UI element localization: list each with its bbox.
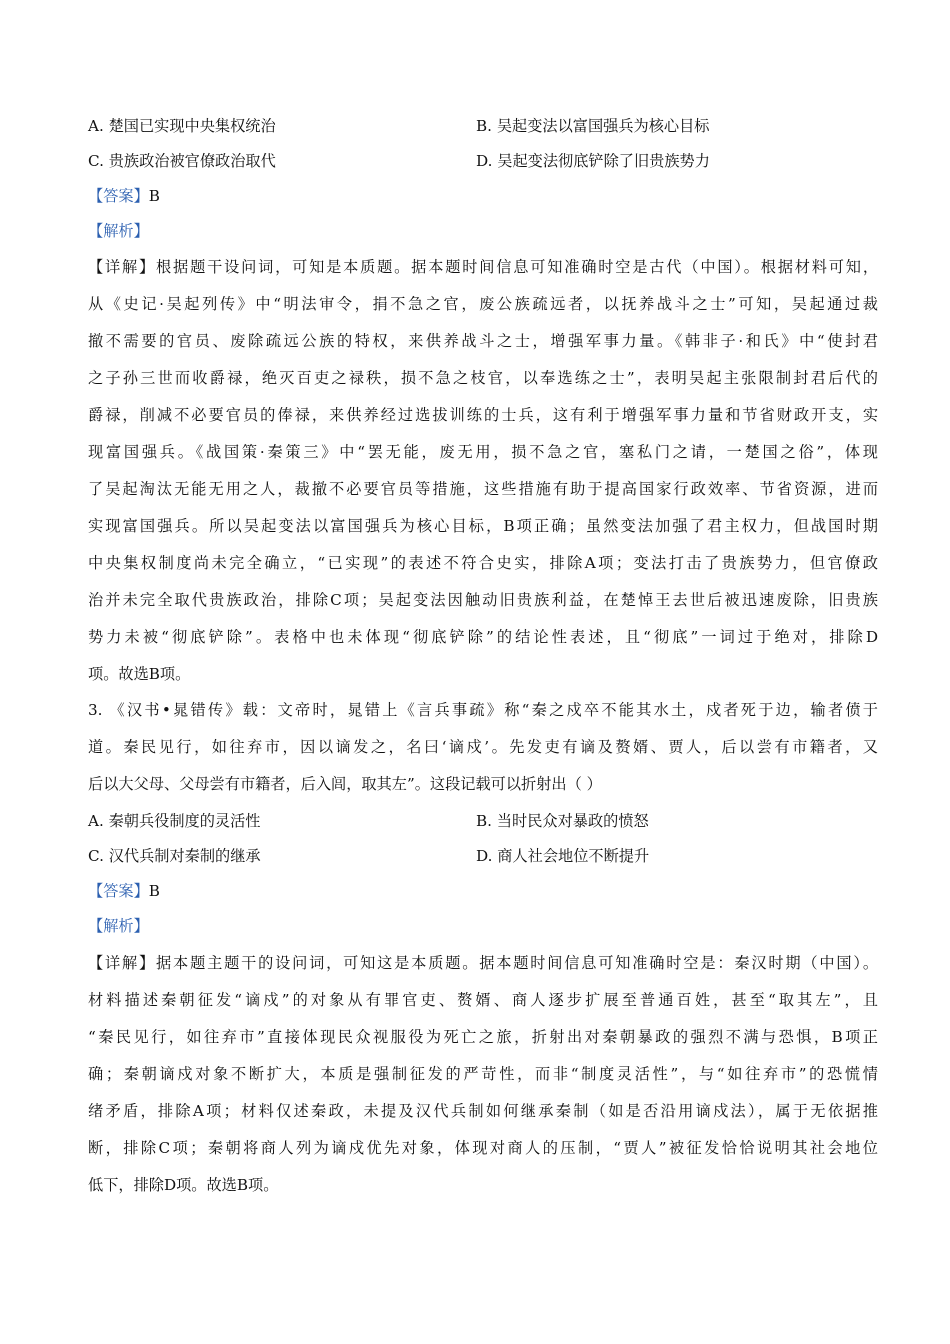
q3-option-b: B. 当时民众对暴政的愤怒 (476, 812, 649, 830)
q3-detail-line (88, 953, 878, 973)
q3-option-c: C. 汉代兵制对秦制的继承 (88, 847, 261, 865)
q2-detail-line: 中央集权制度尚未完全确立，“已实现”的表述不符合史实，排除A项；变法打击了贵族势力，但官僚政 (88, 554, 878, 572)
q2-detail-line: 了吴起淘汰无能无用之人，裁撤不必要官员等措施，这些措施有助于提高国家行政效率、节省资源，进而 (88, 480, 878, 498)
answer-tag: 【答案】 (88, 187, 149, 205)
detail-text: 据本题主题干的设问词，可知这是本质题。据本题时间信息可知准确时空是：秦汉时期（中国）。 (156, 954, 879, 972)
q3-option-d: D. 商人社会地位不断提升 (476, 847, 650, 865)
q2-option-b: B. 吴起变法以富国强兵为核心目标 (476, 117, 710, 135)
q2-detail-line: 爵禄，削减不必要官员的俸禄，来供养经过选拔训练的士兵，这有利于增强军事力量和节省财政开支，实 (88, 406, 878, 424)
q3-detail-line: 确；秦朝谪戍对象不断扩大，本质是强制征发的严苛性，而非“制度灵活性”，与“如往弃市”的恐慌情 (88, 1065, 878, 1083)
q3-analysis-heading (88, 916, 149, 936)
q2-detail-line: 现富国强兵。《战国策·秦策三》中“罢无能，废无用，损不急之官，塞私门之请，一楚国之俗”，体现 (88, 443, 878, 461)
detail-tag: 【详解】 (88, 954, 157, 972)
q2-detail-line (88, 257, 878, 277)
q3-stem-line: 后以大父母、父母尝有市籍者，后入闾，取其左”。这段记载可以折射出（ ） (88, 775, 602, 793)
q2-detail-line: 实现富国强兵。所以吴起变法以富国强兵为核心目标，B项正确；虽然变法加强了君主权力，但战国时期 (88, 517, 878, 535)
q2-option-a: A. 楚国已实现中央集权统治 (88, 117, 276, 135)
q2-answer (88, 186, 160, 206)
q3-detail-line: 绪矛盾，排除A项；材料仅述秦政，未提及汉代兵制如何继承秦制（如是否沿用谪戍法），属于无依据推 (88, 1102, 878, 1120)
analysis-tag: 【解析】 (88, 222, 149, 240)
q2-option-d: D. 吴起变法彻底铲除了旧贵族势力 (476, 152, 710, 170)
q2-detail-line: 撤不需要的官员、废除疏远公族的特权，来供养战斗之士，增强军事力量。《韩非子·和氏》中“使封君 (88, 332, 878, 350)
q2-detail-line: 项。故选B项。 (88, 665, 191, 683)
q3-detail-line: 断，排除C项；秦朝将商人列为谪戍优先对象，体现对商人的压制，“贾人”被征发恰恰说明其社会地位 (88, 1139, 878, 1157)
q3-stem-line: 3. 《汉书•晁错传》载：文帝时，晁错上《言兵事疏》称“秦之戍卒不能其水土，戍者死于边，输者偾于 (88, 701, 878, 719)
q2-analysis-heading (88, 221, 149, 241)
q3-detail-line: “秦民见行，如往弃市”直接体现民众视服役为死亡之旅，折射出对秦朝暴政的强烈不满与恐惧，B项正 (88, 1028, 878, 1046)
q3-detail-line: 材料描述秦朝征发“谪戍”的对象从有罪官吏、赘婿、商人逐步扩展至普通百姓，甚至“取其左”，且 (88, 991, 878, 1009)
q2-detail-line: 治并未完全取代贵族政治，排除C项；吴起变法因触动旧贵族利益，在楚悼王去世后被迅速废除，旧贵族 (88, 591, 878, 609)
answer-value: B (148, 882, 160, 900)
q3-stem-line: 道。秦民见行，如往弃市，因以谪发之，名曰‘谪戍’。先发吏有谪及赘婿、贾人，后以尝有市籍者，又 (88, 738, 878, 756)
q2-option-c: C. 贵族政治被官僚政治取代 (88, 152, 276, 170)
answer-tag: 【答案】 (88, 882, 149, 900)
analysis-tag: 【解析】 (88, 917, 149, 935)
q3-option-a: A. 秦朝兵役制度的灵活性 (88, 812, 261, 830)
detail-text: 根据题干设问词，可知是本质题。据本题时间信息可知准确时空是古代（中国）。根据材料可知， (156, 258, 879, 276)
answer-value: B (148, 187, 160, 205)
q3-answer (88, 881, 160, 901)
q2-detail-line: 势力未被“彻底铲除”。表格中也未体现“彻底铲除”的结论性表述，且“彻底”一词过于绝对，排除D (88, 628, 878, 646)
q2-detail-line: 从《史记·吴起列传》中“明法审令，捐不急之官，废公族疏远者，以抚养战斗之士”可知，吴起通过裁 (88, 295, 878, 313)
q3-detail-line: 低下，排除D项。故选B项。 (88, 1176, 279, 1194)
detail-tag: 【详解】 (88, 258, 157, 276)
q2-detail-line: 之子孙三世而收爵禄，绝灭百吏之禄秩，损不急之枝官，以奉选练之士”，表明吴起主张限制封君后代的 (88, 369, 878, 387)
